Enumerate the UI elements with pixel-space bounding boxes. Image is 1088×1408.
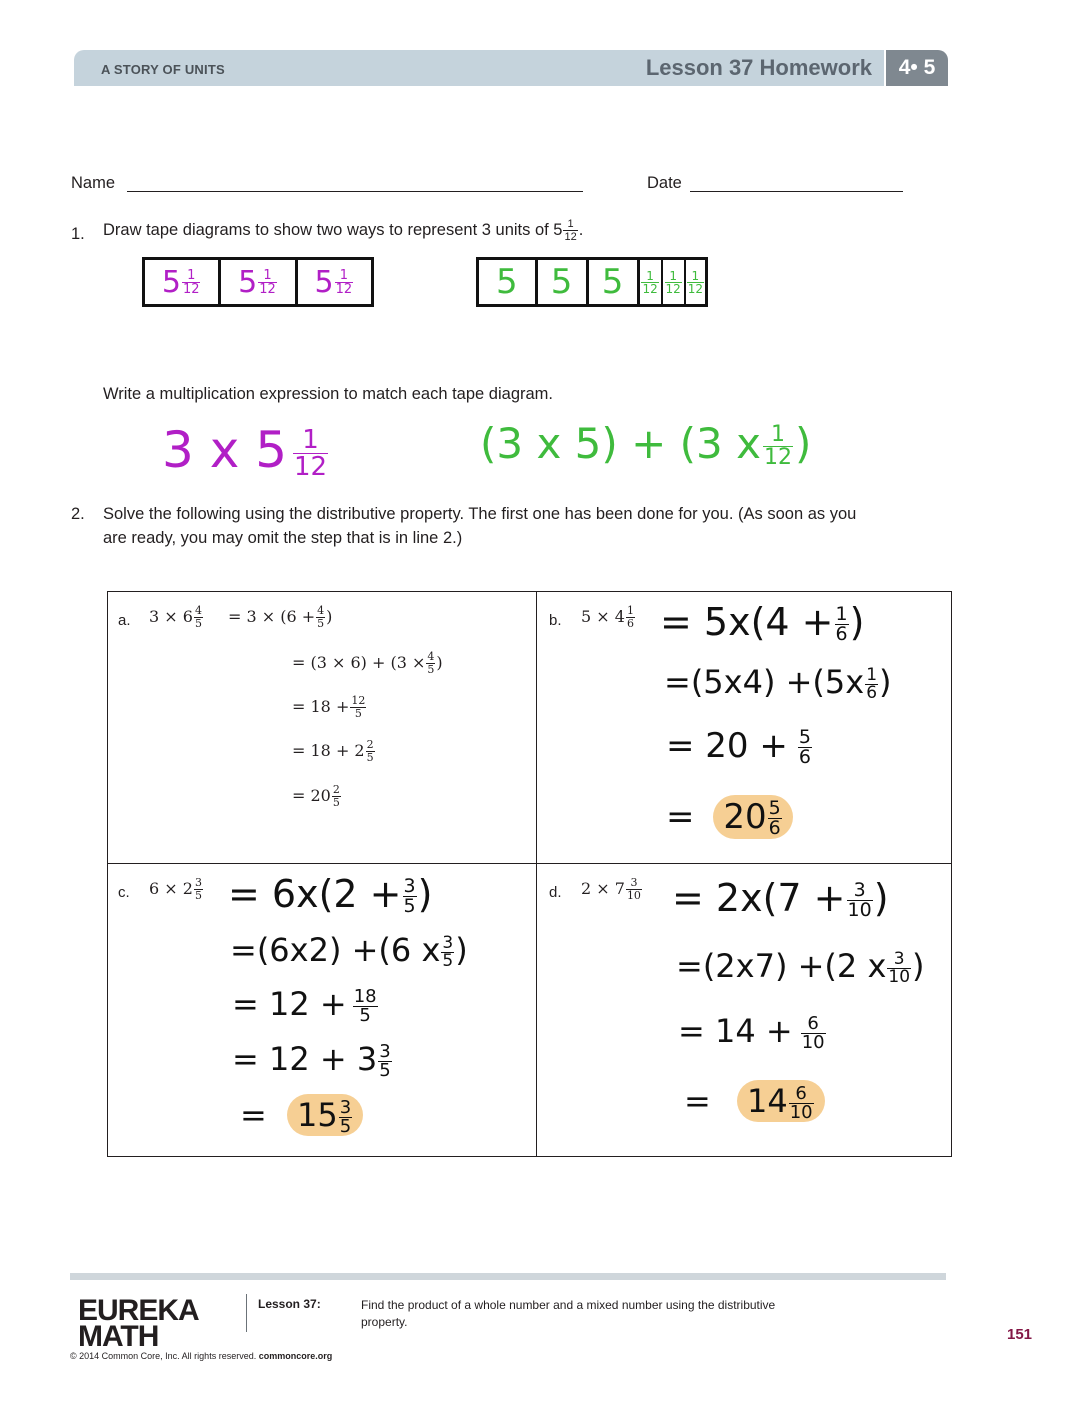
problem-d-expression: 2 × 7 $\frac{3}{10}$ [581,876,641,902]
copyright-site-link[interactable]: commoncore.org [258,1351,333,1361]
problem-c-answer-line: = 15 $\frac{3}{5}$ [240,1091,363,1139]
problem-d-label: d. [549,884,562,901]
tape2-whole-unit: 5 [589,260,640,304]
problem-c-label: c. [118,884,130,901]
page-number: 151 [1007,1326,1033,1343]
footer-lesson-label: Lesson 37: [258,1297,321,1311]
problem-c-step-4: = 12 + 3 $\frac{3}{5}$ [232,1040,391,1081]
problem-a-step-1: = 3 × (6 + $\frac{4}{5}$ ) [228,604,333,630]
problem-b-label: b. [549,612,562,629]
name-field[interactable] [127,191,583,192]
tape-diagram-1 [142,257,374,307]
date-label: Date [647,174,682,192]
name-label: Name [71,174,116,192]
problem-b-step-2: =(5x4) +(5x $\frac{1}{6}$ ) [664,663,892,703]
problem-a-label: a. [118,612,131,629]
tape1-unit: 5 $\frac{1}{12}$ [145,260,221,304]
series-title: A STORY OF UNITS [101,62,225,77]
footer-copyright: © 2014 Common Core, Inc. All rights reserved. commoncore.org [70,1351,333,1361]
tape-diagram-2 [476,257,708,307]
problem-a-step-3: = 18 + $\frac{12}{5}$ [292,694,366,720]
problem-c-step-2: =(6x2) +(6 x $\frac{3}{5}$ ) [230,931,468,971]
q1-expression-1: 3 x 5 $\frac{1}{12}$ [162,421,328,482]
eureka-math-logo: EUREKA MATH [78,1294,199,1353]
problem-d-answer-highlight: 14 $\frac{6}{10}$ [737,1080,825,1122]
tape2-whole-unit: 5 [479,260,538,304]
date-field[interactable] [690,191,903,192]
tape2-fraction-unit: $\frac{1}{12}$ [640,260,663,304]
problem-d-step-1: = 2x(7 + $\frac{3}{10}$ ) [672,876,889,921]
q1-write-prompt: Write a multiplication expression to match each tape diagram. [103,385,553,403]
q1-number: 1. [71,225,85,243]
tape2-fraction-unit: $\frac{1}{12}$ [687,268,703,296]
problem-c-answer-highlight: 15 $\frac{3}{5}$ [287,1094,363,1136]
tape2-fraction-unit: $\frac{1}{12}$ [663,260,686,304]
q1-expression-2: (3 x 5) + (3 x $\frac{1}{12}$ ) [480,419,812,470]
problem-b-step-1: = 5x(4 + $\frac{1}{6}$ ) [660,600,865,645]
lesson-title: Lesson 37 Homework [645,55,872,80]
problem-a-step-2: = (3 × 6) + (3 × $\frac{4}{5}$ ) [292,650,443,676]
problem-b-expression: 5 × 4 $\frac{1}{6}$ [581,604,634,630]
q2-prompt-line2: are ready, you may omit the step that is in line 2.) [103,529,463,547]
grid-divider-vertical [536,591,537,1157]
problem-c-expression: 6 × 2 $\frac{3}{5}$ [149,876,202,902]
problem-c-step-3: = 12 + $\frac{18}{5}$ [232,985,377,1026]
q2-number: 2. [71,505,85,523]
q2-prompt-line1: Solve the following using the distributive property. The first one has been done for you. (As soon as you [103,505,857,523]
problem-a-step-4: = 18 + 2 $\frac{2}{5}$ [292,738,374,764]
problem-d-step-2: =(2x7) +(2 x $\frac{3}{10}$ ) [676,947,925,987]
problem-a-step-5: = 20 $\frac{2}{5}$ [292,783,340,809]
grid-divider-horizontal [107,863,952,864]
q1-prompt-fraction: $\frac{1}{12}$ [564,218,577,243]
problem-c-step-1: = 6x(2 + $\frac{3}{5}$ ) [228,872,433,917]
problem-d-step-3: = 14 + $\frac{6}{10}$ [678,1012,825,1053]
problem-b-step-3: = 20 + $\frac{5}{6}$ [666,726,811,768]
tape1-unit: 5 $\frac{1}{12}$ [221,260,297,304]
problem-a-expression: 3 × 6 $\frac{4}{5}$ [149,604,202,630]
q1-prompt: Draw tape diagrams to show two ways to represent 3 units of 5 $\frac{1}{12}$ . [103,218,584,243]
tape1-unit: 5 $\frac{1}{12}$ [314,264,353,300]
tape2-whole-unit: 5 [538,260,589,304]
footer-divider [246,1294,247,1332]
problem-b-answer-highlight: 20 $\frac{5}{6}$ [713,795,792,839]
footer-lesson-description: Find the product of a whole number and a mixed number using the distributive property. [361,1298,776,1329]
grade-module-badge: 4• 5 [886,50,948,86]
problem-d-answer-line: = 14 $\frac{6}{10}$ [684,1077,825,1125]
problem-b-answer-line: = 20 $\frac{5}{6}$ [666,793,793,841]
footer-bar [70,1273,946,1280]
